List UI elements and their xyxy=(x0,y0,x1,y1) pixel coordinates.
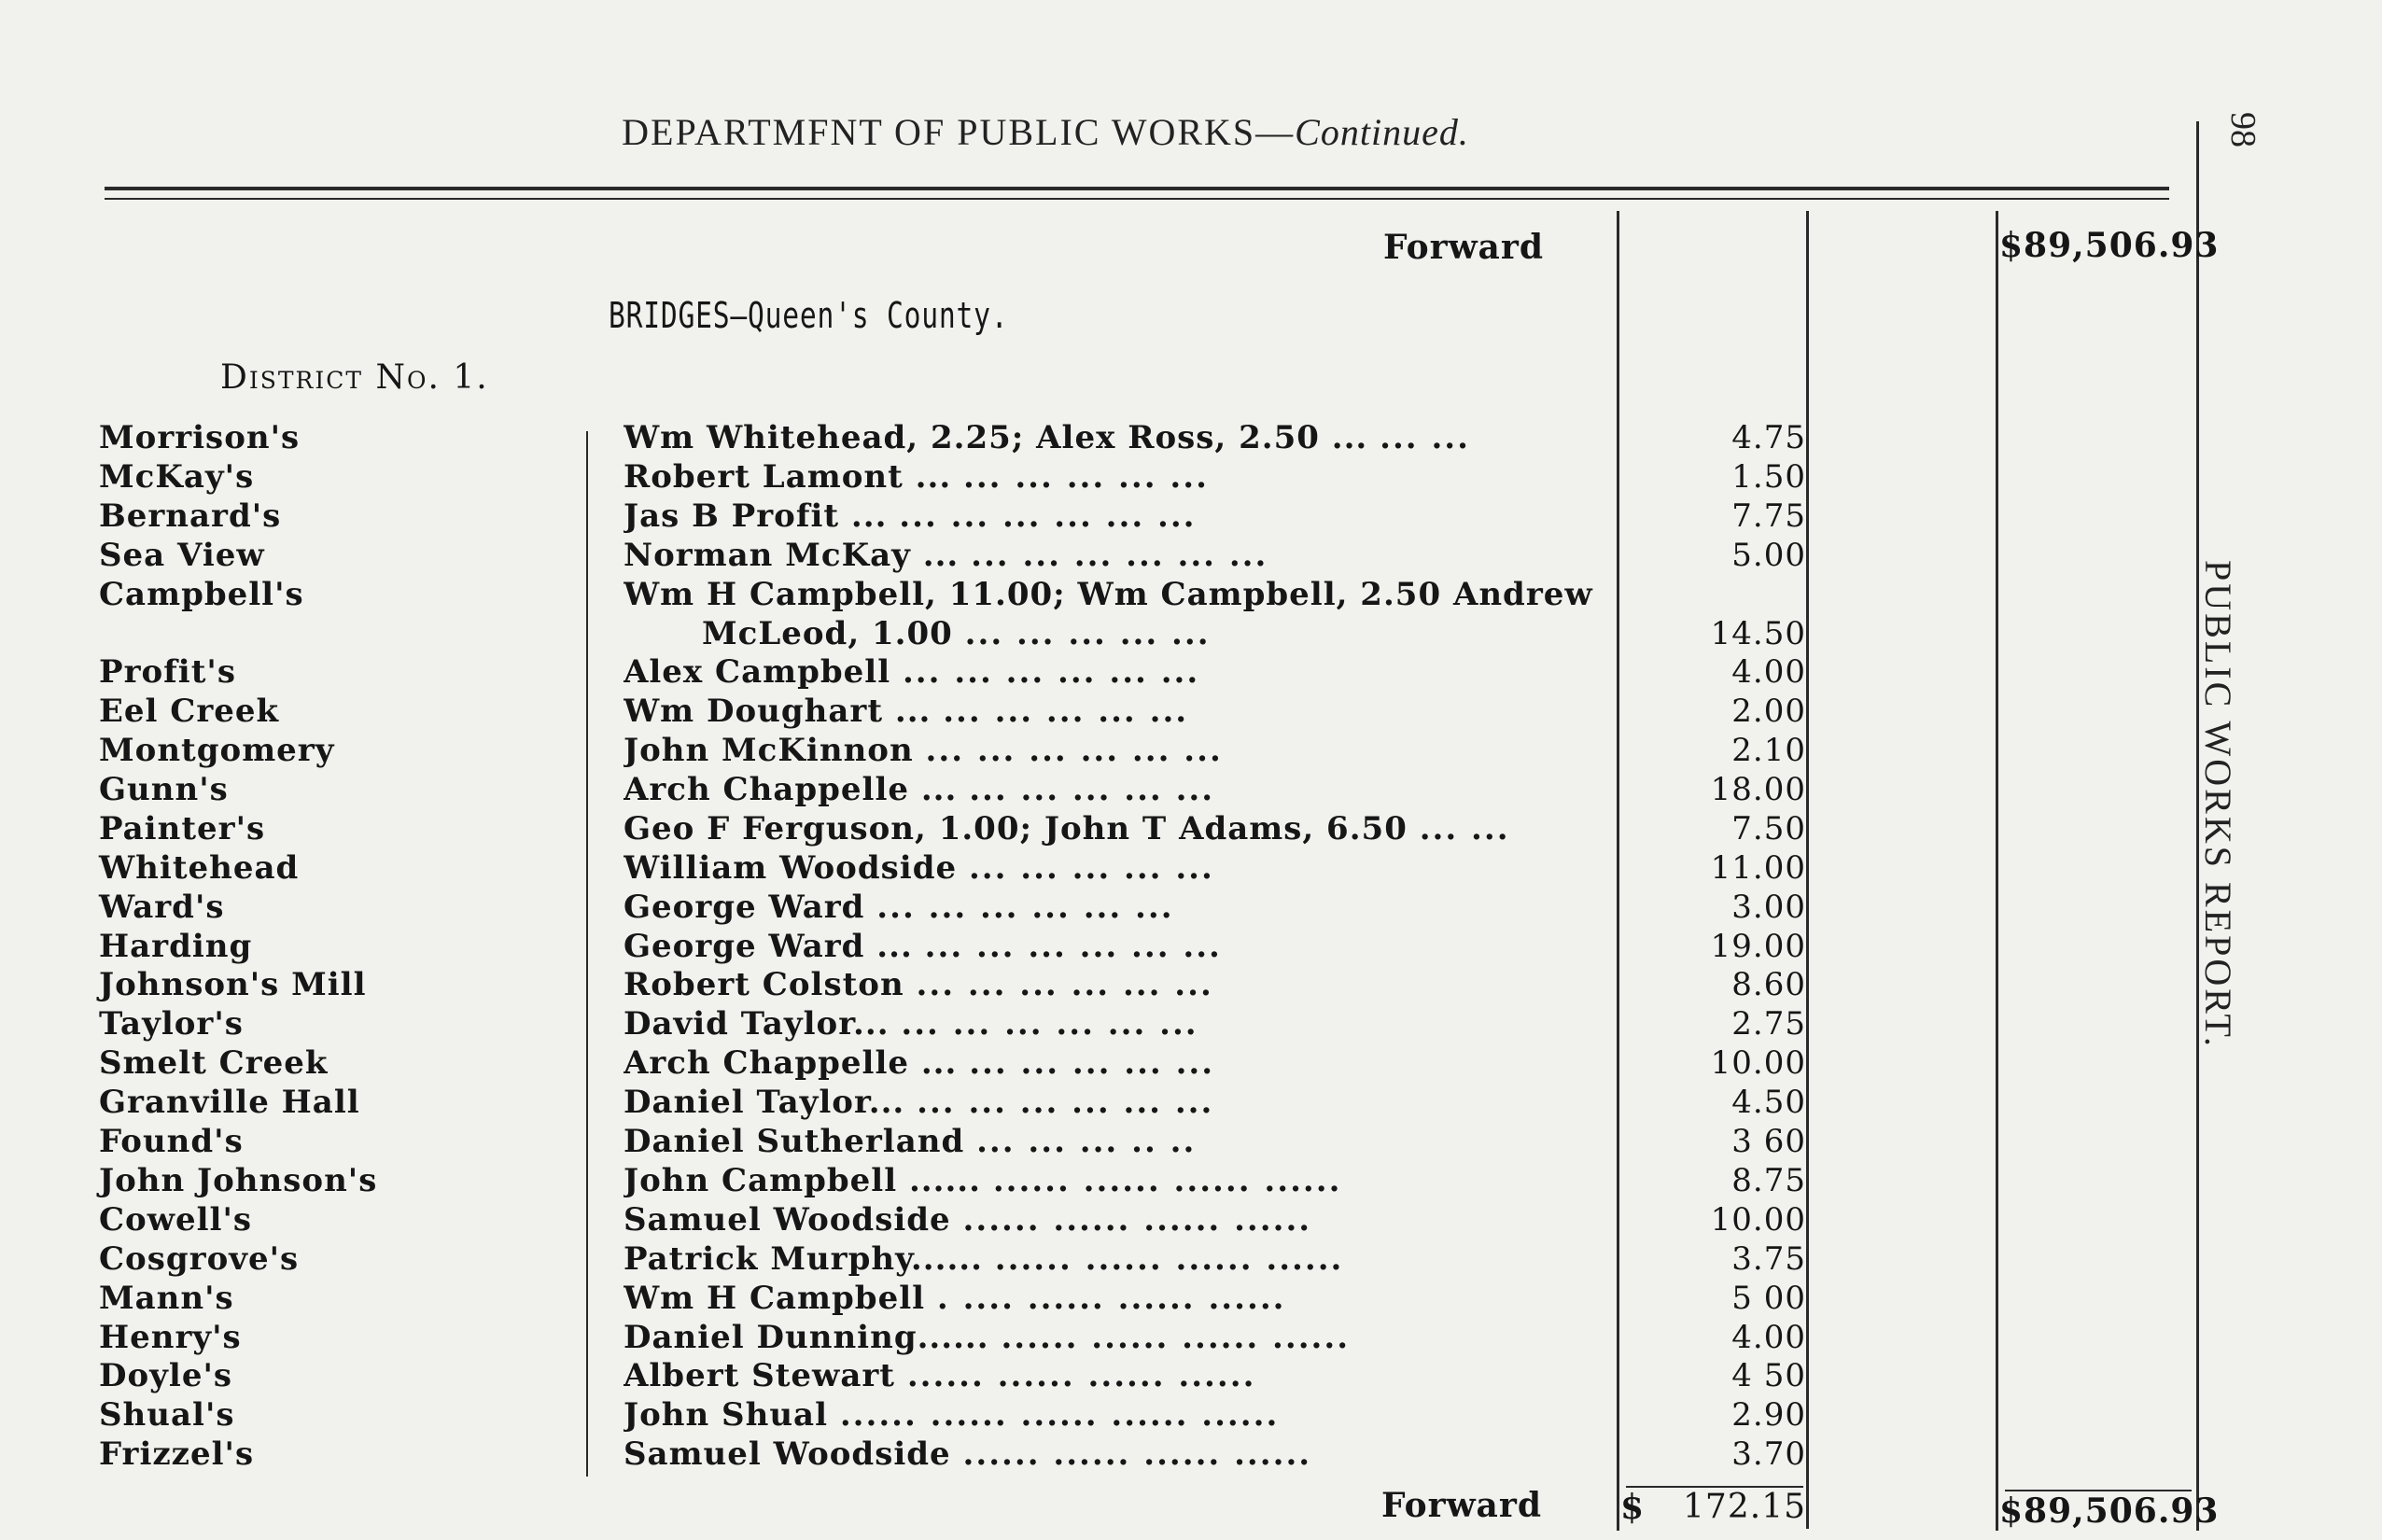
payee-cell xyxy=(624,1356,1613,1395)
bridge-name: Eel Creek xyxy=(99,693,280,731)
table-row xyxy=(0,965,2382,1004)
table-row xyxy=(0,888,2382,927)
leader-dots: ... ... ... ... ... xyxy=(963,457,1209,496)
leader-dots: ... ... ... ... ... ... xyxy=(917,1084,1214,1122)
district-heading: District No. 1. xyxy=(220,358,489,397)
payee-text: William Woodside xyxy=(624,848,958,887)
bridge-name: Harding xyxy=(99,927,253,965)
payee-cell xyxy=(624,1239,1613,1279)
leader-dots: ...... ...... ...... ...... xyxy=(1001,1318,1351,1356)
payee-cell xyxy=(624,809,1613,848)
payee-text: Arch Chappelle ... xyxy=(624,1044,958,1083)
amount-cell: 2.10 xyxy=(1731,732,1806,770)
leader-dots: ... ... ... ... ... xyxy=(968,848,1214,887)
header-rule-bottom xyxy=(105,198,2169,200)
subtotal-currency: $ xyxy=(1620,1488,1646,1527)
table-row xyxy=(0,848,2382,888)
bridge-name: Bernard's xyxy=(99,497,282,535)
forward-label-bottom: Forward xyxy=(1381,1486,1543,1525)
payee-cell xyxy=(624,692,1613,731)
bridge-name: Found's xyxy=(99,1123,244,1161)
bridge-name: Frizzel's xyxy=(99,1435,255,1474)
table-row xyxy=(0,927,2382,966)
payee-cell xyxy=(624,1161,1613,1200)
bridge-name: Campbell's xyxy=(99,575,304,613)
amount-cell: 7.50 xyxy=(1731,809,1806,847)
payee-cell xyxy=(624,888,1613,927)
payee-cell xyxy=(624,770,1613,809)
leader-dots: ... ... ... ... ... ... xyxy=(925,732,1223,770)
amount-cell: 8.60 xyxy=(1731,966,1806,1004)
table-row xyxy=(0,1004,2382,1043)
leader-dots: ... ... ... ... ... ... xyxy=(902,653,1200,692)
amount-cell: 11.00 xyxy=(1710,848,1806,887)
payee-continued-text: McLeod, 1.00 xyxy=(702,614,953,652)
amount-cell: 3.70 xyxy=(1731,1435,1806,1474)
payee-text: Wm H Campbell, 11.00; Wm Campbell, 2.50 Andrew xyxy=(624,575,1593,613)
table-row xyxy=(0,457,2382,497)
header-title-continued: Continued. xyxy=(1295,111,1469,153)
table-row xyxy=(0,1161,2382,1200)
payee-text: Alex Campbell xyxy=(624,653,891,692)
amount-cell: 4 50 xyxy=(1731,1357,1806,1395)
leader-dots: ... ... ... .. .. xyxy=(976,1123,1197,1161)
amount-cell: 4.75 xyxy=(1731,419,1806,456)
bridge-name: Johnson's Mill xyxy=(99,966,367,1004)
amount-cell: 7.75 xyxy=(1731,497,1806,535)
leader-dots: ...... ...... ...... ...... xyxy=(906,1357,1256,1395)
payee-cell xyxy=(624,1318,1613,1357)
leader-dots: ... ... ... ... ... ... xyxy=(901,1005,1198,1043)
payee-text: Daniel Taylor... xyxy=(624,1084,905,1122)
leader-dots: ...... ...... ...... ...... xyxy=(962,1435,1312,1474)
leader-dots: ... ... ... ... ... ... xyxy=(971,536,1268,574)
page-header-title xyxy=(0,110,2091,154)
bridge-name: Granville Hall xyxy=(99,1084,360,1122)
amount-cell: 3 60 xyxy=(1731,1123,1806,1161)
amount-cell: 5 00 xyxy=(1731,1279,1806,1317)
payee-text: Samuel Woodside xyxy=(624,1200,951,1239)
header-rule-top xyxy=(105,187,2169,190)
payee-cell xyxy=(624,1435,1613,1474)
payee-text-continued xyxy=(624,614,1613,653)
bridge-name: Shual's xyxy=(99,1396,235,1435)
leader-dots: ...... ...... ...... ...... xyxy=(962,1200,1312,1239)
payee-text: Arch Chappelle ... xyxy=(624,771,958,809)
leader-dots: ... ... ... ... ... xyxy=(964,614,1211,652)
payee-text: Geo F Ferguson, 1.00; John T Adams, 6.50 xyxy=(624,809,1408,847)
payee-cell xyxy=(624,927,1613,966)
amount-cell: 4.00 xyxy=(1731,653,1806,692)
table-row xyxy=(0,1200,2382,1239)
header-title-main: DEPARTMFNT OF PUBLIC WORKS— xyxy=(622,111,1296,153)
payee-text: Albert Stewart xyxy=(624,1357,895,1395)
table-row xyxy=(0,809,2382,848)
payee-cell xyxy=(624,652,1613,692)
payee-text: Jas B Profit ... xyxy=(624,497,888,535)
amount-cell: 10.00 xyxy=(1710,1200,1806,1239)
table-row xyxy=(0,497,2382,536)
table-row xyxy=(0,770,2382,809)
payee-text: Norman McKay ... xyxy=(624,536,960,574)
bridge-name: McKay's xyxy=(99,457,255,496)
payee-cell xyxy=(624,965,1613,1004)
amount-cell: 2.90 xyxy=(1731,1396,1806,1435)
bridge-name: Mann's xyxy=(99,1279,234,1317)
amount-cell: 4.50 xyxy=(1731,1084,1806,1122)
payee-cell xyxy=(624,457,1613,497)
bridge-name: Henry's xyxy=(99,1318,242,1356)
payee-text: Wm Whitehead, 2.25; Alex Ross, 2.50 ... xyxy=(624,419,1368,456)
bridge-name: Profit's xyxy=(99,653,236,692)
payee-text: Robert Colston xyxy=(624,966,904,1004)
table-row xyxy=(0,731,2382,770)
payee-text: Samuel Woodside xyxy=(624,1435,951,1474)
payee-cell xyxy=(624,536,1613,575)
subtotal-amount: 172.15 xyxy=(1683,1488,1806,1526)
leader-dots: ... ... ... ... ... ... xyxy=(916,966,1213,1004)
table-row xyxy=(0,1083,2382,1122)
bridge-name: Ward's xyxy=(99,888,225,926)
payee-text: Patrick Murphy...... xyxy=(624,1239,983,1278)
payee-text: John Shual xyxy=(624,1396,828,1435)
section-title: BRIDGES—Queen's County. xyxy=(609,295,1009,336)
payee-text: Daniel Dunning...... xyxy=(624,1318,989,1356)
amount-cell: 19.00 xyxy=(1710,927,1806,965)
ledger-rows xyxy=(0,418,2382,1474)
forward-label-top: Forward xyxy=(1383,228,1545,267)
bridge-name: Sea View xyxy=(99,536,265,574)
table-row xyxy=(0,1043,2382,1083)
leader-dots: ... ... ... ... ... xyxy=(969,1044,1215,1083)
page-number: 98 xyxy=(2223,112,2263,147)
table-row xyxy=(0,575,2382,653)
payee-text: George Ward xyxy=(624,888,865,926)
bridge-name: Painter's xyxy=(99,809,266,847)
table-row xyxy=(0,536,2382,575)
payee-cell xyxy=(624,1395,1613,1435)
leader-dots: ... ... xyxy=(1380,419,1470,456)
bridge-name: Smelt Creek xyxy=(99,1044,329,1083)
payee-cell xyxy=(624,731,1613,770)
payee-cell xyxy=(624,848,1613,888)
payee-cell xyxy=(624,1004,1613,1043)
bridge-name: Gunn's xyxy=(99,771,229,809)
amount-cell: 2.00 xyxy=(1731,693,1806,731)
amount-cell: 4.00 xyxy=(1731,1318,1806,1356)
table-row xyxy=(0,1122,2382,1161)
payee-text: Daniel Sutherland xyxy=(624,1123,965,1161)
leader-dots: ...... ...... ...... ...... xyxy=(994,1239,1344,1278)
amount-cell: 3.75 xyxy=(1731,1239,1806,1278)
table-row xyxy=(0,1395,2382,1435)
table-row xyxy=(0,1279,2382,1318)
amount-cell: 1.50 xyxy=(1731,457,1806,496)
table-row xyxy=(0,692,2382,731)
payee-text: George Ward ... xyxy=(624,927,913,965)
amount-cell: 5.00 xyxy=(1731,536,1806,574)
table-row xyxy=(0,1239,2382,1279)
amount-cell: 14.50 xyxy=(1710,614,1806,652)
table-row xyxy=(0,1435,2382,1474)
payee-text: David Taylor... xyxy=(624,1005,890,1043)
leader-dots: ... ... ... ... ... ... xyxy=(924,927,1222,965)
bridge-name: Cosgrove's xyxy=(99,1239,300,1278)
leader-dots: ... ... ... ... ... ... xyxy=(899,497,1197,535)
payee-text: Wm H Campbell xyxy=(624,1279,926,1317)
payee-cell xyxy=(624,497,1613,536)
payee-cell xyxy=(624,1083,1613,1122)
leader-dots: ... ... xyxy=(1419,809,1510,847)
payee-cell xyxy=(624,575,1613,653)
payee-text: John Campbell ...... xyxy=(624,1161,981,1199)
table-row xyxy=(0,418,2382,457)
payee-cell xyxy=(624,1122,1613,1161)
leader-dots: ... ... ... ... ... ... xyxy=(876,888,1174,926)
side-running-title: PUBLIC WORKS REPORT. xyxy=(2197,560,2239,1049)
bridge-name: Morrison's xyxy=(99,419,301,456)
leader-dots: ...... ...... ...... ...... xyxy=(992,1161,1342,1199)
leader-dots: ... ... ... ... ... xyxy=(943,693,1189,731)
amount-cell: 2.75 xyxy=(1731,1005,1806,1043)
payee-cell xyxy=(624,1279,1613,1318)
forward-grand-total-top: $89,506.93 xyxy=(1999,226,2220,265)
leader-dots: ...... ...... ...... ...... ...... xyxy=(839,1396,1280,1435)
bridge-name: Whitehead xyxy=(99,848,300,887)
amount-cell: 8.75 xyxy=(1731,1161,1806,1199)
forward-grand-total-bottom: $89,506.93 xyxy=(1999,1491,2220,1531)
table-row xyxy=(0,1318,2382,1357)
payee-text: John McKinnon xyxy=(624,732,914,770)
leader-dots: ... ... ... ... ... xyxy=(969,771,1215,809)
leader-dots: . .... ...... ...... ...... xyxy=(936,1279,1286,1317)
amount-cell: 18.00 xyxy=(1710,771,1806,809)
bridge-name: Cowell's xyxy=(99,1200,253,1239)
bridge-name: Doyle's xyxy=(99,1357,233,1395)
amount-cell: 10.00 xyxy=(1710,1044,1806,1083)
table-row xyxy=(0,652,2382,692)
table-row xyxy=(0,1356,2382,1395)
payee-cell xyxy=(624,1043,1613,1083)
payee-cell xyxy=(624,418,1613,457)
bridge-name: Montgomery xyxy=(99,732,335,770)
amount-cell: 3.00 xyxy=(1731,888,1806,926)
payee-cell xyxy=(624,1200,1613,1239)
bridge-name: John Johnson's xyxy=(99,1161,378,1199)
bridge-name: Taylor's xyxy=(99,1005,244,1043)
payee-text: Wm Doughart ... xyxy=(624,693,932,731)
payee-text: Robert Lamont ... xyxy=(624,457,952,496)
